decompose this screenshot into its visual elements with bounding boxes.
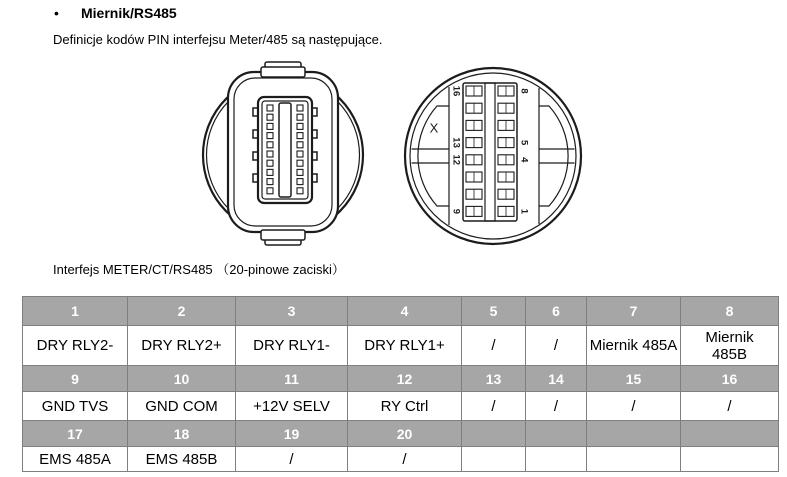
pin-function-cell: EMS 485A	[23, 447, 128, 472]
pin-function-cell: /	[681, 392, 779, 421]
pin-number-cell: 3	[236, 297, 348, 326]
pin-socket	[297, 169, 303, 175]
pin-function-cell: GND TVS	[23, 392, 128, 421]
pin-number-row	[23, 297, 779, 326]
pin-label-5: 5	[518, 139, 530, 146]
top-latch-tab	[261, 67, 305, 77]
pin-function-cell: RY Ctrl	[348, 392, 462, 421]
pin-function-cell: /	[236, 447, 348, 472]
pin-function-row	[23, 447, 779, 472]
pin-socket	[267, 151, 273, 157]
pin-number-cell: 18	[128, 421, 236, 447]
empty-cell	[462, 421, 526, 447]
empty-cell	[587, 421, 681, 447]
pin-number-cell: 17	[23, 421, 128, 447]
pin-number-cell: 10	[128, 366, 236, 392]
key-mark-x: X	[429, 120, 439, 136]
pin-function-cell: /	[526, 392, 587, 421]
pin-function-cell: /	[526, 326, 587, 366]
pin-number-cell: 4	[348, 297, 462, 326]
pin-number-cell: 11	[236, 366, 348, 392]
pin-socket	[267, 123, 273, 129]
pin-socket	[267, 114, 273, 120]
pin-socket	[297, 123, 303, 129]
connector-front-view-diagram	[198, 58, 368, 250]
pin-socket	[297, 160, 303, 166]
pin-function-cell: DRY RLY1-	[236, 326, 348, 366]
pin-number-cell: 5	[462, 297, 526, 326]
pin-number-row	[23, 421, 779, 447]
section-heading: Miernik/RS485	[81, 5, 177, 21]
pin-function-cell: EMS 485B	[128, 447, 236, 472]
pin-number-cell: 7	[587, 297, 681, 326]
pin-socket	[297, 188, 303, 194]
pin-socket	[267, 188, 273, 194]
pin-function-cell: Miernik 485A	[587, 326, 681, 366]
empty-cell	[681, 447, 779, 472]
pin-function-row	[23, 326, 779, 366]
empty-cell	[462, 447, 526, 472]
bottom-latch-tab	[261, 230, 305, 240]
empty-cell	[526, 421, 587, 447]
pin-socket	[267, 142, 273, 148]
pin-function-cell: DRY RLY2-	[23, 326, 128, 366]
pin-number-cell: 8	[681, 297, 779, 326]
pin-number-cell: 1	[23, 297, 128, 326]
pin-function-cell: /	[587, 392, 681, 421]
pin-function-cell	[681, 326, 779, 366]
pin-definition-table	[22, 296, 779, 472]
pin-label-12: 12	[450, 154, 462, 166]
pin-socket	[297, 133, 303, 139]
pin-function-cell: /	[462, 392, 526, 421]
pin-number-cell: 13	[462, 366, 526, 392]
pin-number-cell: 16	[681, 366, 779, 392]
pin-number-cell: 19	[236, 421, 348, 447]
pin-number-cell: 14	[526, 366, 587, 392]
connector-pin-face-diagram	[403, 65, 585, 249]
pin-socket	[267, 160, 273, 166]
pin-number-row	[23, 366, 779, 392]
pin-function-cell: /	[348, 447, 462, 472]
pin-number-cell: 12	[348, 366, 462, 392]
pin-number-cell: 20	[348, 421, 462, 447]
pin-label-13: 13	[450, 137, 462, 148]
pin-socket	[297, 179, 303, 185]
pin-socket	[297, 151, 303, 157]
pin-label-9: 9	[450, 208, 462, 215]
pin-socket	[267, 169, 273, 175]
pin-label-1: 1	[518, 208, 530, 215]
pin-function-cell: DRY RLY1+	[348, 326, 462, 366]
pin-label-16: 16	[450, 85, 462, 97]
intro-paragraph: Definicje kodów PIN interfejsu Meter/485 są następujące.	[53, 32, 383, 47]
pin-function-cell: /	[462, 326, 526, 366]
pin-function-cell: +12V SELV	[236, 392, 348, 421]
pin-socket	[297, 142, 303, 148]
empty-cell	[526, 447, 587, 472]
pin-socket	[297, 105, 303, 111]
figure-caption: Interfejs METER/CT/RS485 （20-pinowe zaciski）	[53, 262, 345, 277]
pin-function-cell: DRY RLY2+	[128, 326, 236, 366]
pin-function-row	[23, 392, 779, 421]
pin-number-cell: 15	[587, 366, 681, 392]
empty-cell	[681, 421, 779, 447]
list-bullet: •	[54, 5, 59, 21]
pin-socket	[267, 179, 273, 185]
pin-number-cell: 9	[23, 366, 128, 392]
pin-label-8: 8	[518, 88, 530, 94]
pin-label-4: 4	[518, 157, 530, 163]
pin-socket	[267, 105, 273, 111]
pin-function-text: Miernik 485B	[705, 328, 754, 363]
pin-block-center-spine	[279, 103, 291, 197]
pin-function-cell: GND COM	[128, 392, 236, 421]
pin-socket	[267, 133, 273, 139]
pin-number-cell: 2	[128, 297, 236, 326]
pin-number-cell: 6	[526, 297, 587, 326]
empty-cell	[587, 447, 681, 472]
pin-socket	[297, 114, 303, 120]
